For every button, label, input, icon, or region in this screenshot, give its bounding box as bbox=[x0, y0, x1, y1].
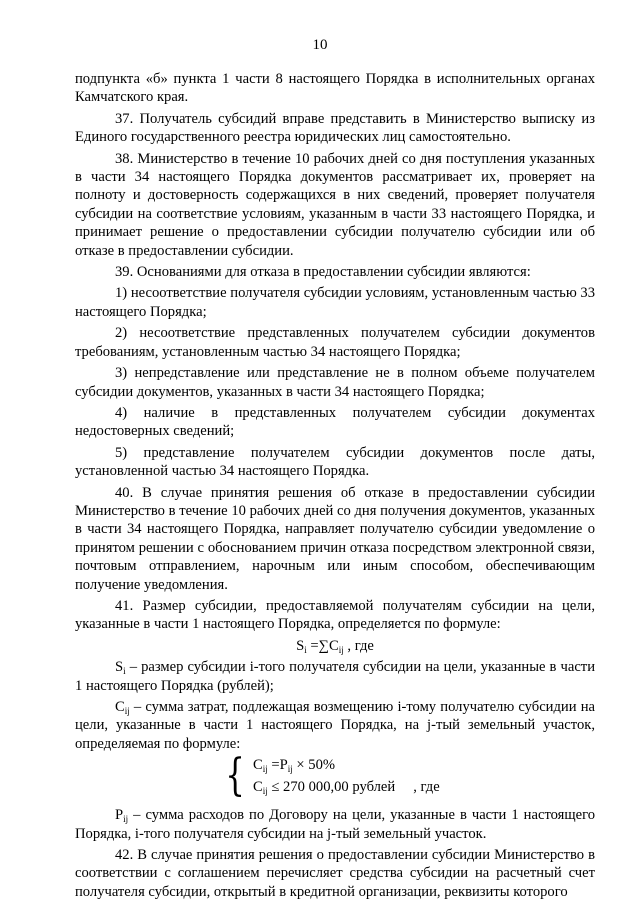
paragraph-39-item-4: 4) наличие в представленных получателем субсидии документах недостоверных сведений; bbox=[75, 404, 595, 440]
formula-system bbox=[75, 750, 595, 802]
sys2-tail: , где bbox=[413, 779, 440, 796]
definition-s bbox=[75, 658, 595, 695]
def-c-text: – сумма затрат, подлежащая возмещению i-тому получателю субсидии на цели, указанные в части 1 настоящего Порядка, на j-тый земельный участок, определяемая по формуле: bbox=[75, 699, 595, 752]
definition-p bbox=[75, 806, 595, 843]
def-c-symbol: C bbox=[115, 699, 125, 715]
sys2-c-sub: ij bbox=[262, 786, 268, 797]
paragraph-continuation: подпункта «б» пункта 1 части 8 настоящего Порядка в исполнительных органах Камчатского края. bbox=[75, 71, 595, 106]
system-line-1 bbox=[253, 756, 335, 774]
sys1-c: C bbox=[253, 757, 263, 774]
def-s-text: – размер субсидии i-того получателя субсидии на цели, указанные в части 1 настоящего Порядка (рублей); bbox=[75, 659, 595, 694]
definition-c bbox=[75, 698, 595, 753]
sys1-tail: × 50% bbox=[292, 757, 336, 774]
formula-sum-sub: ij bbox=[338, 644, 344, 655]
paragraph-39-item-1: 1) несоответствие получателя субсидии условиям, установленным частью 33 настоящего Порядка; bbox=[75, 285, 595, 320]
sys1-p-sub: ij bbox=[287, 764, 293, 775]
sys2-mid: ≤ 270 000,00 рублей bbox=[267, 779, 396, 796]
paragraph-40: 40. В случае принятия решения об отказе в предоставлении субсидии Министерство в течение 10 рабочих дней со дня получения документов, указанных в части 34 настоящего Порядка, направляет получателю субсидии уведомление о принятом решении с обоснованием причин отказа посредством электронной связи, почтовым отправлением, нарочным или иным способом, обеспечивающим получение уведомления. bbox=[75, 484, 595, 593]
formula-tail: , где bbox=[343, 637, 374, 654]
subsidy-formula bbox=[75, 637, 595, 655]
system-brace: { bbox=[225, 750, 245, 802]
paragraph-41: 41. Размер субсидии, предоставляемой получателям субсидии на цели, указанные в части 1 настоящего Порядка, определяется по формуле: bbox=[75, 597, 595, 633]
def-p-symbol: P bbox=[115, 807, 124, 824]
page-number: 10 bbox=[312, 37, 328, 53]
def-s-sub: i bbox=[123, 666, 126, 677]
paragraph-42: 42. В случае принятия решения о предоставлении субсидии Министерство в соответствии с соглашением перечисляет средства субсидии на расчетный счет получателя субсидии, открытый в кредитной организации, реквизиты которого bbox=[75, 847, 595, 900]
def-p-sub: ij bbox=[123, 814, 129, 825]
sys2-c: C bbox=[253, 779, 263, 796]
paragraph-39-item-2: 2) несоответствие представленных получателем субсидии документов требованиям, установленным частью 34 настоящего Порядка; bbox=[75, 325, 595, 360]
document-body bbox=[75, 70, 595, 904]
sys1-mid: =P bbox=[267, 757, 288, 774]
sys1-c-sub: ij bbox=[262, 764, 268, 775]
paragraph-39-item-5: 5) представление получателем субсидии документов после даты, установленной частью 34 настоящего Порядка. bbox=[75, 444, 595, 480]
formula-lhs-sub: i bbox=[304, 644, 307, 655]
paragraph-39-item-3: 3) непредставление или представление не в полном объеме получателем субсидии документов, указанных в части 34 настоящего Порядка; bbox=[75, 365, 595, 400]
formula-eq: =∑C bbox=[306, 637, 339, 654]
paragraph-39: 39. Основаниями для отказа в предоставлении субсидии являются: bbox=[115, 264, 531, 281]
def-c-sub: ij bbox=[124, 706, 130, 716]
def-s-symbol: S bbox=[115, 659, 124, 676]
paragraph-38: 38. Министерство в течение 10 рабочих дней со дня поступления указанных в части 34 настоящего Порядка документов рассматривает их, проверяет на полноту и достоверность содержащихся в них сведений, проверяет получателя субсидии на соответствие условиям, указанным в части 33 настоящего Порядка, и принимает решение о предоставлении субсидии получателю субсидии или об отказе в предоставлении субсидии. bbox=[75, 150, 595, 259]
def-p-text: – сумма расходов по Договору на цели, указанные в части 1 настоящего Порядка, i-того получателя субсидии на j-тый земельный участок. bbox=[75, 807, 595, 842]
system-line-2 bbox=[253, 778, 440, 796]
formula-lhs: S bbox=[296, 637, 305, 654]
paragraph-37: 37. Получатель субсидий вправе представить в Министерство выписку из Единого государственного реестра юридических лиц самостоятельно. bbox=[75, 110, 595, 146]
